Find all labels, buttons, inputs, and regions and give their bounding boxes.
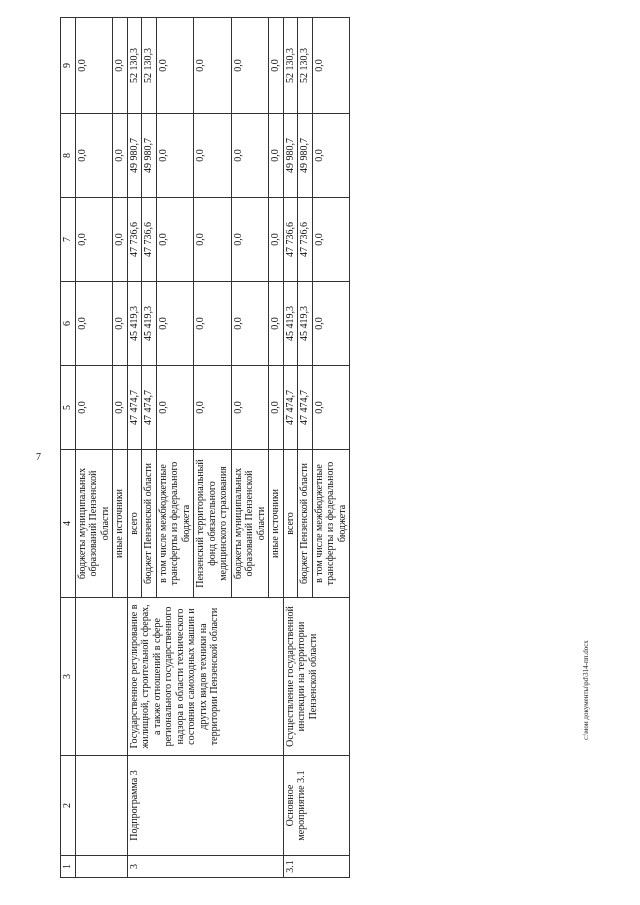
funding-source: всего [127, 450, 142, 598]
financing-table [60, 17, 350, 878]
funding-source: всего [283, 450, 298, 598]
program-name: Основное мероприятие 3.1 [283, 756, 350, 856]
column-number-9: 9 [61, 18, 76, 114]
amount-year-5: 52 130,3 [298, 18, 313, 114]
amount-year-5: 0,0 [231, 18, 269, 114]
amount-year-5: 0,0 [194, 18, 232, 114]
amount-year-2: 0,0 [75, 282, 113, 366]
funding-source: бюджет Пензенской области [142, 450, 157, 598]
table-row [127, 18, 142, 878]
amount-year-4: 0,0 [312, 114, 350, 198]
amount-year-2: 45 419,3 [298, 282, 313, 366]
funding-source: Пензенский территориальный фонд обязательного медицинского страхования [194, 450, 232, 598]
amount-year-2: 0,0 [231, 282, 269, 366]
amount-year-5: 52 130,3 [127, 18, 142, 114]
amount-year-3: 47 736,6 [298, 198, 313, 282]
program-description [75, 598, 127, 756]
amount-year-2: 0,0 [269, 282, 284, 366]
amount-year-4: 0,0 [156, 114, 194, 198]
amount-year-2: 0,0 [156, 282, 194, 366]
program-name: Подпрограмма 3 [127, 756, 283, 856]
funding-source: в том числе межбюджетные трансферты из федерального бюджета [156, 450, 194, 598]
amount-year-5: 0,0 [75, 18, 113, 114]
amount-year-1: 47 474,7 [298, 366, 313, 450]
amount-year-5: 0,0 [156, 18, 194, 114]
page-number: 7 [36, 452, 41, 463]
amount-year-1: 0,0 [269, 366, 284, 450]
column-number-8: 8 [61, 114, 76, 198]
footer-file-path: c:\мои документы\pd\314-пп.docx [582, 640, 590, 740]
amount-year-2: 0,0 [312, 282, 350, 366]
amount-year-3: 0,0 [269, 198, 284, 282]
amount-year-3: 47 736,6 [127, 198, 142, 282]
table-row [283, 18, 298, 878]
row-number [75, 856, 127, 878]
table-header [61, 18, 76, 878]
row-number: 3 [127, 856, 283, 878]
column-number-7: 7 [61, 198, 76, 282]
column-number-3: 3 [61, 598, 76, 756]
amount-year-4: 0,0 [113, 114, 128, 198]
amount-year-3: 0,0 [113, 198, 128, 282]
table-row [75, 18, 113, 878]
amount-year-1: 0,0 [231, 366, 269, 450]
amount-year-1: 0,0 [194, 366, 232, 450]
column-number-2: 2 [61, 756, 76, 856]
amount-year-3: 47 736,6 [283, 198, 298, 282]
amount-year-3: 0,0 [75, 198, 113, 282]
amount-year-2: 45 419,3 [283, 282, 298, 366]
funding-source: бюджеты муниципальных образований Пензенской области [75, 450, 113, 598]
amount-year-3: 0,0 [312, 198, 350, 282]
column-number-1: 1 [61, 856, 76, 878]
amount-year-4: 0,0 [231, 114, 269, 198]
amount-year-3: 0,0 [156, 198, 194, 282]
amount-year-2: 45 419,3 [127, 282, 142, 366]
column-number-4: 4 [61, 450, 76, 598]
funding-source: бюджет Пензенской области [298, 450, 313, 598]
amount-year-4: 49 980,7 [142, 114, 157, 198]
table-body [75, 18, 350, 878]
amount-year-3: 0,0 [231, 198, 269, 282]
rotated-table-frame [60, 18, 570, 878]
amount-year-4: 49 980,7 [298, 114, 313, 198]
funding-source: бюджеты муниципальных образований Пензенской области [231, 450, 269, 598]
amount-year-1: 0,0 [113, 366, 128, 450]
amount-year-5: 52 130,3 [283, 18, 298, 114]
column-number-5: 5 [61, 366, 76, 450]
funding-source: иные источники [269, 450, 284, 598]
program-description: Осуществление государственной инспекции на территории Пензенской области [283, 598, 350, 756]
amount-year-4: 0,0 [75, 114, 113, 198]
amount-year-1: 47 474,7 [283, 366, 298, 450]
amount-year-4: 0,0 [194, 114, 232, 198]
amount-year-3: 0,0 [194, 198, 232, 282]
amount-year-1: 0,0 [75, 366, 113, 450]
amount-year-1: 0,0 [156, 366, 194, 450]
amount-year-5: 52 130,3 [142, 18, 157, 114]
amount-year-2: 0,0 [113, 282, 128, 366]
row-number: 3.1 [283, 856, 350, 878]
amount-year-4: 49 980,7 [283, 114, 298, 198]
amount-year-4: 0,0 [269, 114, 284, 198]
amount-year-2: 45 419,3 [142, 282, 157, 366]
amount-year-5: 0,0 [269, 18, 284, 114]
amount-year-1: 47 474,7 [127, 366, 142, 450]
amount-year-1: 47 474,7 [142, 366, 157, 450]
funding-source: иные источники [113, 450, 128, 598]
amount-year-5: 0,0 [113, 18, 128, 114]
funding-source: в том числе межбюджетные трансферты из федерального бюджета [312, 450, 350, 598]
amount-year-1: 0,0 [312, 366, 350, 450]
amount-year-4: 49 980,7 [127, 114, 142, 198]
program-name [75, 756, 127, 856]
amount-year-5: 0,0 [312, 18, 350, 114]
column-number-6: 6 [61, 282, 76, 366]
program-description: Государственное регулирование в жилищной, строительной сферах, а также отношений в сфере регионального государственного надзора в области технического состояния самоходных машин и других видов техники на территории Пензенской области [127, 598, 283, 756]
amount-year-3: 47 736,6 [142, 198, 157, 282]
amount-year-2: 0,0 [194, 282, 232, 366]
column-number-row [61, 18, 76, 878]
